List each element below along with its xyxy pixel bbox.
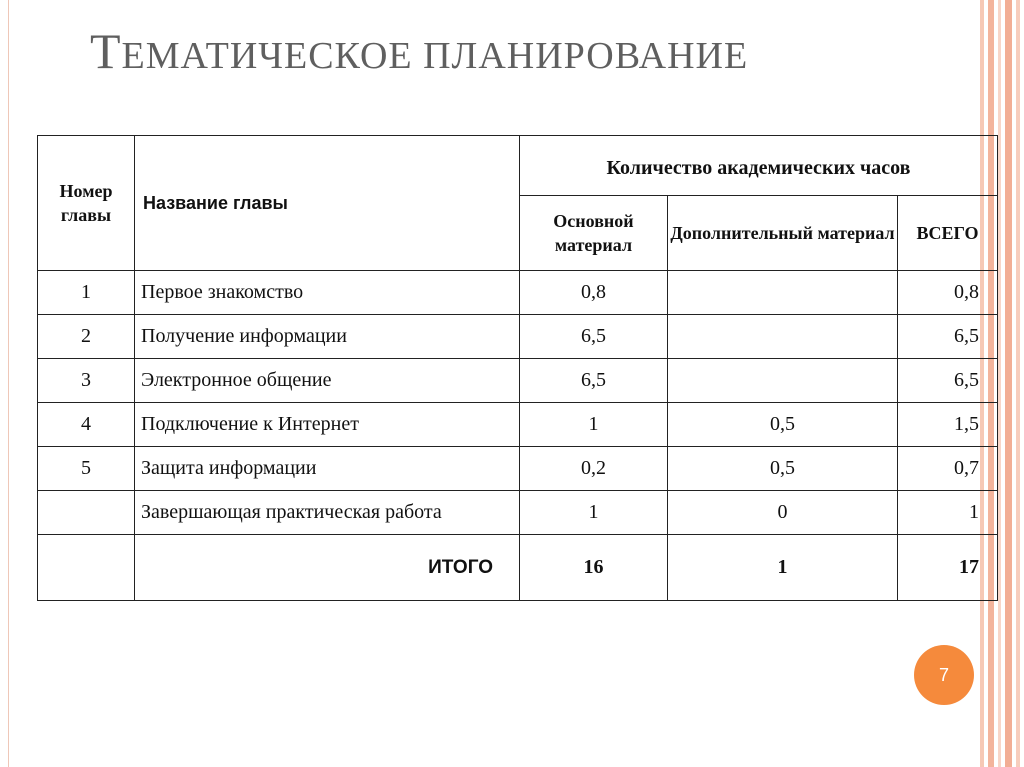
table-row <box>38 491 998 535</box>
header-name: Название главы <box>135 136 520 271</box>
row-number: 2 <box>38 315 135 359</box>
row-total: 1 <box>898 491 998 535</box>
row-name: Получение информации <box>135 315 520 359</box>
row-additional <box>668 271 898 315</box>
row-total: 0,8 <box>898 271 998 315</box>
row-total: 0,7 <box>898 447 998 491</box>
row-main: 1 <box>520 491 668 535</box>
row-number: 3 <box>38 359 135 403</box>
row-main: 0,2 <box>520 447 668 491</box>
table-row <box>38 271 998 315</box>
summary-label: ИТОГО <box>135 535 520 601</box>
summary-empty-cell <box>38 535 135 601</box>
header-additional: Дополнительный материал <box>668 196 898 271</box>
row-name: Защита информации <box>135 447 520 491</box>
table-row <box>38 403 998 447</box>
decor-stripe <box>1016 0 1020 767</box>
header-total: ВСЕГО <box>898 196 998 271</box>
decor-stripe <box>998 0 1001 767</box>
row-total: 6,5 <box>898 315 998 359</box>
table-header-row <box>38 136 998 196</box>
row-number: 4 <box>38 403 135 447</box>
table-summary-row <box>38 535 998 601</box>
summary-main: 16 <box>520 535 668 601</box>
slide-title <box>90 22 748 80</box>
row-number <box>38 491 135 535</box>
row-name: Подключение к Интернет <box>135 403 520 447</box>
row-additional: 0 <box>668 491 898 535</box>
slide-title-initial: Т <box>90 23 122 79</box>
summary-additional: 1 <box>668 535 898 601</box>
planning-table <box>37 135 998 601</box>
table-row <box>38 315 998 359</box>
row-main: 1 <box>520 403 668 447</box>
header-main: Основной материал <box>520 196 668 271</box>
header-number: Номер главы <box>38 136 135 271</box>
row-number: 1 <box>38 271 135 315</box>
row-main: 6,5 <box>520 315 668 359</box>
row-total: 1,5 <box>898 403 998 447</box>
row-main: 6,5 <box>520 359 668 403</box>
row-name: Первое знакомство <box>135 271 520 315</box>
row-name: Завершающая практическая работа <box>135 491 520 535</box>
page-number-badge: 7 <box>914 645 974 705</box>
table-row <box>38 359 998 403</box>
row-additional: 0,5 <box>668 447 898 491</box>
row-additional <box>668 315 898 359</box>
row-additional <box>668 359 898 403</box>
row-name: Электронное общение <box>135 359 520 403</box>
row-number: 5 <box>38 447 135 491</box>
row-main: 0,8 <box>520 271 668 315</box>
header-hours-group: Количество академических часов <box>520 136 998 196</box>
summary-total: 17 <box>898 535 998 601</box>
decor-stripe <box>1005 0 1012 767</box>
row-total: 6,5 <box>898 359 998 403</box>
table-row <box>38 447 998 491</box>
row-additional: 0,5 <box>668 403 898 447</box>
slide-title-rest: ЕМАТИЧЕСКОЕ ПЛАНИРОВАНИЕ <box>121 35 749 77</box>
